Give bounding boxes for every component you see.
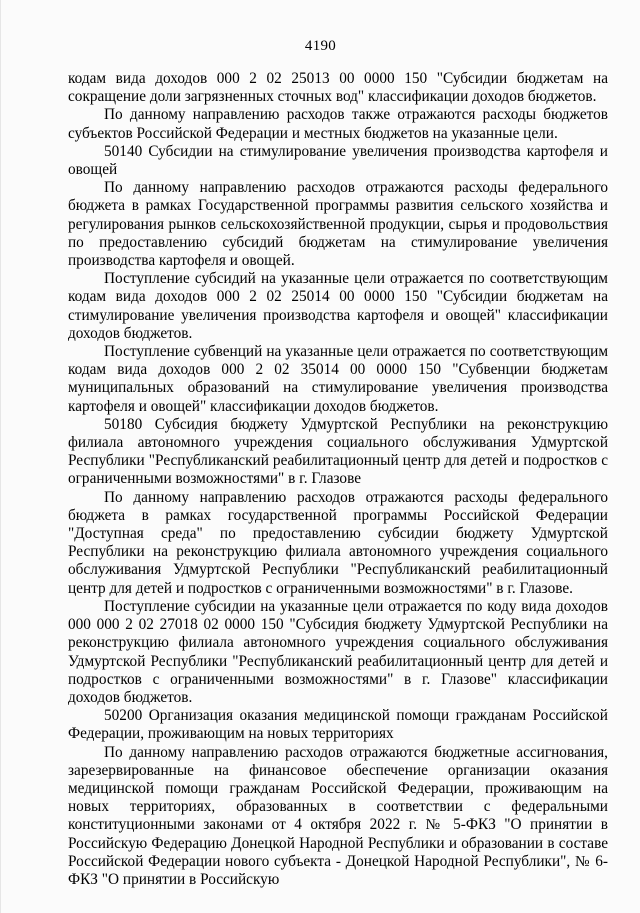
paragraph: Поступление субсидии на указанные цели отражается по коду вида доходов 000 000 2 02 27018 02 0000 150 "Субсидия бюджету Удмуртской Республики на реконструкцию филиала автономного учреждения социального обслуживания Удмуртской Республики "Республиканский реабилитационный центр для детей и подростков с ограниченными возможностями" в г. Глазове" классификации доходов бюджетов. [68, 597, 608, 706]
section-heading-50200: 50200 Организация оказания медицинской помощи гражданам Российской Федерации, проживающим на новых территориях [68, 707, 608, 743]
page-number: 4190 [304, 38, 337, 54]
paragraph-continuation: кодам вида доходов 000 2 02 25013 00 0000 150 "Субсидии бюджетам на сокращение доли загрязненных сточных вод" классификации доходов бюджетов. [68, 70, 608, 106]
section-heading-50140: 50140 Субсидии на стимулирование увеличения производства картофеля и овощей [68, 142, 608, 179]
paragraph: По данному направлению расходов отражаются бюджетные ассигнования, зарезервированные на финансовое обеспечение организации оказания медицинской помощи гражданам Российской Федерации, проживающим на новых территориях, образованных в соответствии с федеральными конституционными законами от 4 октября 2022 г. № 5-ФКЗ "О принятии в Российскую Федерацию Донецкой Народной Республики и образовании в составе Российской Федерации нового субъекта - Донецкой Народной Республики", № 6-ФКЗ "О принятии в Российскую [68, 743, 608, 888]
paragraph: По данному направлению расходов также отражаются расходы бюджетов субъектов Российской Федерации и местных бюджетов на указанные цели. [68, 106, 608, 142]
paragraph: По данному направлению расходов отражаются расходы федерального бюджета в рамках государственной программы Российской Федерации "Доступная среда" по предоставлению субсидии бюджету Удмуртской Республики на реконструкцию филиала автономного учреждения социального обслуживания Удмуртской Республики "Республиканский реабилитационный центр для детей и подростков с ограниченными возможностями" в г. Глазове. [68, 488, 608, 597]
paragraph: Поступление субсидий на указанные цели отражается по соответствующим кодам вида доходов 000 2 02 25014 00 0000 150 "Субсидии бюджетам на стимулирование увеличения производства картофеля и овощей" классификации доходов бюджетов. [68, 270, 608, 342]
paragraph: По данному направлению расходов отражаются расходы федерального бюджета в рамках Государственной программы развития сельского хозяйства и регулирования рынков сельскохозяйственной продукции, сырья и продовольствия по предоставлению субсидий бюджетам на стимулирование увеличения производства картофеля и овощей. [68, 179, 608, 270]
paragraph: Поступление субвенций на указанные цели отражается по соответствующим кодам вида доходов 000 2 02 35014 00 0000 150 "Субвенции бюджетам муниципальных образований на стимулирование увеличения производства картофеля и овощей" классификации доходов бюджетов. [68, 343, 608, 415]
document-body [68, 70, 608, 889]
section-heading-50180: 50180 Субсидия бюджету Удмуртской Республики на реконструкцию филиала автономного учреждения социального обслуживания Удмуртской Республики "Республиканский реабилитационный центр для детей и подростков с ограниченными возможностями" в г. Глазове [68, 415, 608, 488]
